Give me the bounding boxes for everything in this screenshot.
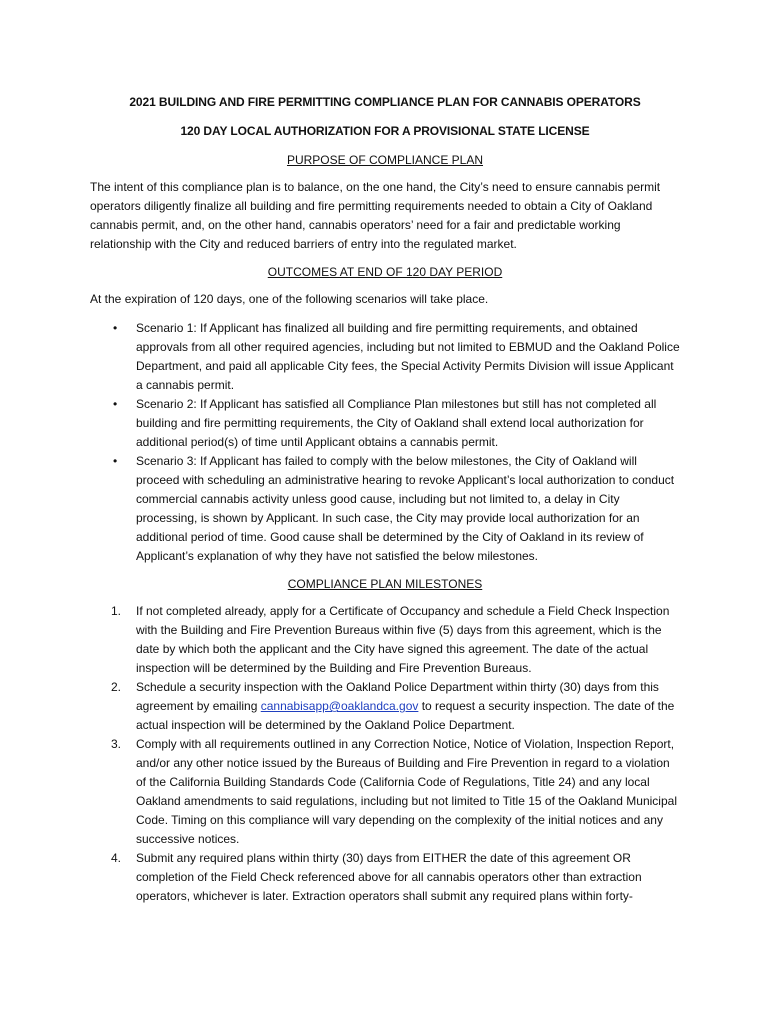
scenario-text: Scenario 3: If Applicant has failed to comply with the below milestones, the City of Oakland will proceed with scheduling an administrative hearing to revoke Applicant’s local authorization to conduct commercial cannabis activity unless good cause, including but not limited to, a delay in City processing, is shown by Applicant. In such case, the City may provide local authorization for an additional period of time. Good cause shall be determined by the City of Oakland in its review of Applicant’s explanation of why they have not satisfied the below milestones.	[136, 454, 675, 563]
purpose-heading: PURPOSE OF COMPLIANCE PLAN	[286, 153, 484, 167]
milestone-item-1	[111, 602, 680, 678]
milestone-number: 1.	[111, 604, 122, 618]
bullet-icon: •	[113, 321, 118, 335]
outcomes-intro: At the expiration of 120 days, one of the following scenarios will take place.	[90, 292, 489, 306]
milestone-number: 2.	[111, 680, 122, 694]
scenario-item-2	[113, 395, 680, 452]
milestone-item-2	[111, 678, 680, 735]
scenario-list	[90, 319, 680, 566]
milestone-text: Submit any required plans within thirty (30) days from EITHER the date of this agreement OR completion of the Field Check referenced above for all cannabis operators other than extraction operators, whichever is later. Extraction operators shall submit any required plans within forty-	[136, 851, 642, 903]
scenario-item-1	[113, 319, 680, 395]
milestone-text-before: Schedule a security inspection with the Oakland Police Department within thirty (30) days from this agreement by emailing	[136, 680, 659, 713]
milestone-list	[90, 602, 680, 906]
milestone-text-after: to request a security inspection. The date of the actual inspection will be determined by the Oakland Police Department.	[136, 699, 675, 732]
milestone-text: Comply with all requirements outlined in any Correction Notice, Notice of Violation, Inspection Report, and/or any other notice issued by the Bureaus of Building and Fire Prevention in regard to a violation of the California Building Standards Code (California Code of Regulations, Title 24) and any local Oakland amendments to said regulations, including but not limited to Title 15 of the Oakland Municipal Code. Timing on this compliance will vary depending on the complexity of the initial notices and any successive notices.	[136, 737, 677, 846]
email-link[interactable]: cannabisapp@oaklandca.gov	[260, 699, 419, 713]
milestones-heading: COMPLIANCE PLAN MILESTONES	[287, 577, 483, 591]
bullet-icon: •	[113, 454, 118, 468]
milestone-number: 3.	[111, 737, 122, 751]
scenario-text: Scenario 2: If Applicant has satisfied all Compliance Plan milestones but still has not completed all building and fire permitting requirements, the City of Oakland shall extend local authorization for additional period(s) of time until Applicant obtains a cannabis permit.	[136, 397, 657, 449]
bullet-icon: •	[113, 397, 118, 411]
document-subtitle: 120 DAY LOCAL AUTHORIZATION FOR A PROVISIONAL STATE LICENSE	[180, 124, 590, 138]
milestone-item-4	[111, 849, 680, 906]
outcomes-heading: OUTCOMES AT END OF 120 DAY PERIOD	[267, 265, 503, 279]
purpose-paragraph: The intent of this compliance plan is to balance, on the one hand, the City’s need to ensure cannabis permit operators diligently finalize all building and fire permitting requirements needed to obtain a City of Oakland cannabis permit, and, on the other hand, cannabis operators’ need for a fair and predictable working relationship with the City and reduced barriers of entry into the regulated market.	[90, 180, 661, 251]
document-title: 2021 BUILDING AND FIRE PERMITTING COMPLIANCE PLAN FOR CANNABIS OPERATORS	[129, 95, 641, 109]
milestone-number: 4.	[111, 851, 122, 865]
milestone-item-3	[111, 735, 680, 849]
milestone-text: If not completed already, apply for a Certificate of Occupancy and schedule a Field Check Inspection with the Building and Fire Prevention Bureaus within five (5) days from this agreement, which is the date by which both the applicant and the City have signed this agreement. The date of the actual inspection will be determined by the Building and Fire Prevention Bureaus.	[136, 604, 670, 675]
scenario-item-3	[113, 452, 680, 566]
scenario-text: Scenario 1: If Applicant has finalized all building and fire permitting requirements, and obtained approvals from all other required agencies, including but not limited to EBMUD and the Oakland Police Department, and paid all applicable City fees, the Special Activity Permits Division will issue Applicant a cannabis permit.	[136, 321, 680, 392]
